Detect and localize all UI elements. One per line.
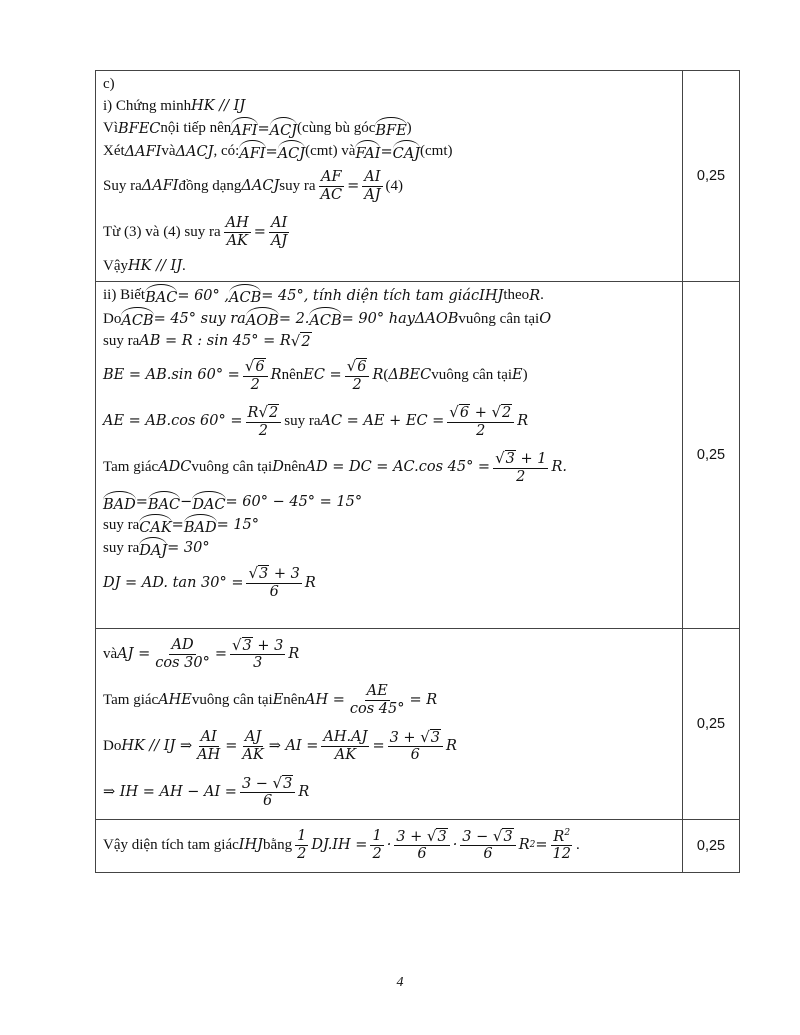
fraction: √ 3 + 3 3 — [231, 635, 284, 672]
score-cell: 0,25 — [683, 282, 740, 629]
fraction: √ 3 + 1 2 — [495, 448, 547, 485]
text-line: BE = AB.sin 60° = √ 6 2 R nên EC = √ 6 2 R ( ΔBEC vuông cân tại E ) — [103, 356, 528, 393]
text-line: Vậy HK // IJ . — [103, 257, 186, 275]
score-cell: 0,25 — [683, 71, 740, 282]
text-line: suy ra CAK = BAD = 15° — [103, 514, 676, 537]
text-line: c) — [103, 75, 115, 92]
text-line: suy ra AB = R : sin 45° = R √ 2 — [103, 331, 311, 350]
fraction: √ 6 2 — [345, 358, 370, 393]
fraction: $\frac{AI}{AJ}$ — [270, 215, 288, 249]
text-line: ⇒ IH = AH − AI = 3 − √ 3 6 R — [103, 773, 310, 810]
fraction: 3 − √ 3 6 — [460, 828, 515, 863]
solution-step — [96, 820, 683, 873]
fraction: $\frac{AF}{AC}$ — [320, 169, 343, 203]
text-line: suy ra DAJ = 30° — [103, 537, 676, 560]
text-line: Do ACB = 45° suy ra AOB = 2. ACB = 90° hay ΔAOB vuông cân tại O — [103, 307, 676, 330]
score-cell: 0,25 — [683, 820, 740, 873]
table-row — [96, 71, 740, 282]
text-line: Xét ΔAFI và ΔACJ , có: AFI = ACJ (cmt) và FAI = CAJ (cmt) — [103, 140, 676, 163]
fraction: $\frac{AJ}{AK}$ — [242, 729, 264, 763]
solution-step — [96, 71, 683, 282]
fraction: $\frac{AH.AJ}{AK}$ — [323, 729, 368, 763]
fraction: $\frac{R^2}{12}$ — [552, 827, 571, 863]
fraction: $\frac{AD}{\cos 30^\circ}$ — [155, 637, 210, 671]
text-line: Vì BFEC nội tiếp nên AFI = ACJ (cùng bù góc BFE ) — [103, 117, 676, 140]
fraction: 3 − √ 3 6 — [240, 775, 295, 810]
text-line: Tam giác ADC vuông cân tại D nên AD = DC = AC.cos 45° = √ 3 + 1 2 R. — [103, 448, 568, 485]
text-line: DJ = AD. tan 30° = √ 3 + 3 6 R — [103, 564, 316, 600]
text-line: Do HK // IJ ⇒ $\frac{AI}{AH}$ = $\frac{AJ}{AK}$ ⇒ AI = $\frac{AH.AJ}{AK}$ = 3 + √ 3 6 R — [103, 727, 457, 764]
fraction: 3 + √ 3 6 — [388, 729, 443, 764]
fraction: $\frac{1}{2}$ — [372, 828, 382, 862]
fraction: $\frac{1}{2}$ — [297, 828, 307, 862]
score-cell: 0,25 — [683, 629, 740, 820]
text-line: và AJ = $\frac{AD}{\cos 30^\circ}$ = √ 3 + 3 3 R — [103, 635, 300, 672]
page-number: 4 — [396, 975, 404, 990]
solution-step — [96, 629, 683, 820]
text-line: ii) Biết BAC = 60° , ACB = 45°, tính diện tích tam giác IHJ theo R . — [103, 284, 676, 307]
text-line: AE = AB.cos 60° = R √ 2 2 suy ra AC = AE + EC = √ 6 + √ 2 2 R — [103, 402, 529, 439]
table-row — [96, 629, 740, 820]
text-line: BAD = BAC − DAC = 60° − 45° = 15° — [103, 491, 676, 514]
fraction: $\frac{AH}{AK}$ — [225, 215, 249, 249]
fraction: R √ 2 2 — [246, 404, 282, 439]
fraction: $\frac{AE}{\cos 45^\circ}$ — [349, 683, 405, 717]
text-line: i) Chứng minh HK // IJ — [103, 97, 246, 114]
text-line: Từ (3) và (4) suy ra $\frac{AH}{AK}$ = $\frac{AI}{AJ}$ — [103, 215, 288, 249]
solution-step — [96, 282, 683, 629]
text-line: Suy ra ΔAFI đồng dạng ΔACJ suy ra $\frac{AF}{AC}$ = $\frac{AI}{AJ}$ (4) — [103, 169, 404, 203]
fraction: 3 + √ 3 6 — [394, 828, 449, 863]
fraction: $\frac{AI}{AH}$ — [197, 729, 221, 763]
text-line: Vậy diện tích tam giác IHJ bằng $\frac{1}{2}$ DJ.IH = $\frac{1}{2}$ · 3 + √ 3 6 · 3 − √ 3 6 R 2 = $\frac{R^2}{12}$ . — [103, 826, 580, 863]
fraction: √ 6 + √ 2 2 — [447, 404, 514, 439]
square-root: √ 2 — [290, 331, 311, 350]
fraction: $\frac{AI}{AJ}$ — [364, 169, 381, 203]
table-row — [96, 820, 740, 873]
text-line: Tam giác AHE vuông cân tại E nên AH = $\frac{AE}{\cos 45^\circ}$ = R — [103, 683, 438, 717]
solution-table — [95, 70, 740, 873]
fraction: √ 3 + 3 6 — [248, 564, 300, 600]
fraction: √ 6 2 — [243, 358, 268, 393]
table-row — [96, 282, 740, 629]
